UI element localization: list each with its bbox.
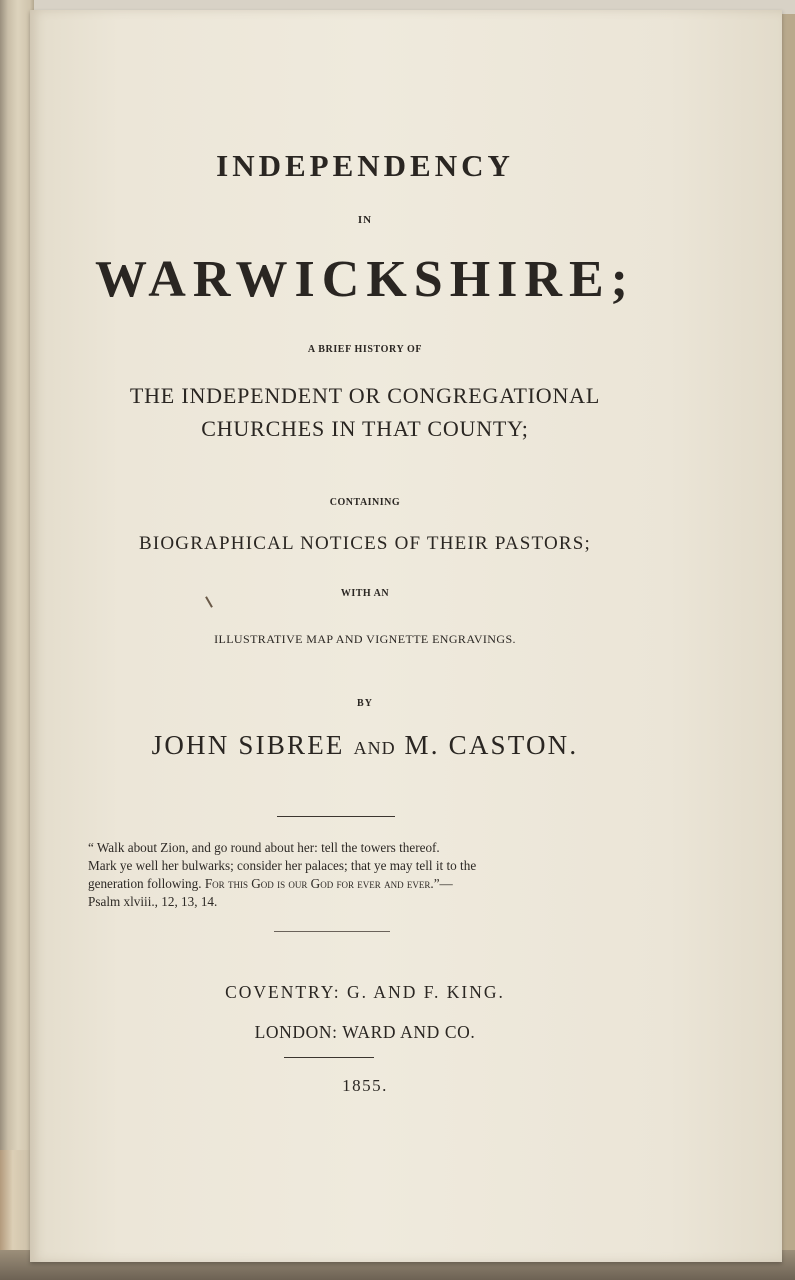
imprint-london: LONDON: WARD AND CO. bbox=[254, 1022, 476, 1042]
with-an-label: WITH AN bbox=[340, 588, 390, 599]
epigraph-line-1: “ Walk about Zion, and go round about her: tell the towers thereof. bbox=[88, 840, 440, 855]
epigraph-line-2: Mark ye well her bulwarks; consider her palaces; that ye may tell it to the bbox=[88, 858, 477, 873]
author-1: JOHN SIBREE bbox=[151, 730, 345, 760]
epigraph-line-3 bbox=[88, 875, 636, 893]
subtitle-line-1: THE INDEPENDENT OR CONGREGATIONAL bbox=[129, 383, 601, 408]
epigraph bbox=[88, 839, 636, 911]
title-line-1: INDEPENDENCY bbox=[216, 148, 514, 183]
divider-rule-1 bbox=[277, 816, 395, 817]
epigraph-line-3-suffix: ”— bbox=[433, 876, 453, 891]
author-2: M. CASTON. bbox=[404, 730, 579, 760]
epigraph-citation: Psalm xlviii., 12, 13, 14. bbox=[88, 894, 218, 909]
divider-rule-2 bbox=[274, 931, 390, 932]
title-in: IN bbox=[357, 214, 373, 226]
subtitle-line-2: CHURCHES IN THAT COUNTY; bbox=[201, 416, 529, 441]
title-line-2: WARWICKSHIRE; bbox=[95, 251, 635, 308]
biographical-notices: BIOGRAPHICAL NOTICES OF THEIR PASTORS; bbox=[138, 533, 592, 554]
containing-label: CONTAINING bbox=[329, 497, 401, 508]
book-cover-edge bbox=[0, 0, 34, 1280]
imprint-coventry: COVENTRY: G. AND F. KING. bbox=[225, 982, 505, 1002]
illustrative-map-line: ILLUSTRATIVE MAP AND VIGNETTE ENGRAVINGS. bbox=[214, 632, 516, 646]
epigraph-line-3-prefix: generation following. bbox=[88, 876, 202, 891]
divider-rule-3 bbox=[284, 1057, 374, 1058]
title-page bbox=[30, 10, 782, 1262]
author-and: AND bbox=[353, 738, 396, 758]
imprint-year: 1855. bbox=[342, 1076, 388, 1095]
authors bbox=[30, 730, 700, 761]
epigraph-emphasis: For this God is our God for ever and ever. bbox=[204, 876, 434, 891]
subtitle-intro: A BRIEF HISTORY OF bbox=[307, 344, 423, 355]
by-label: BY bbox=[357, 698, 373, 709]
